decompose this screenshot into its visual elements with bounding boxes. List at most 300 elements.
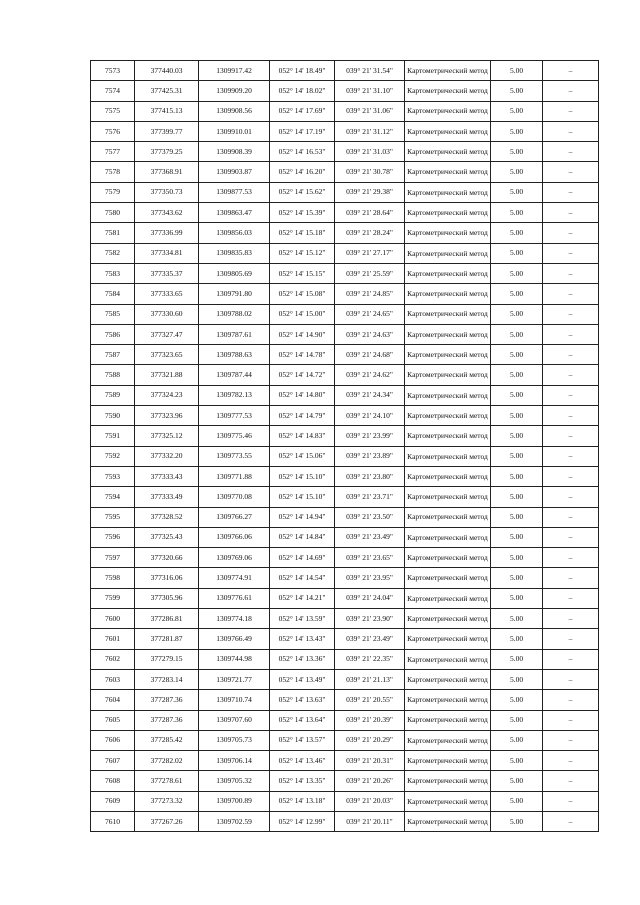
x-coordinate-cell: 377333.49	[135, 487, 199, 507]
latitude-cell: 052° 14' 13.18"	[270, 791, 335, 811]
x-coordinate-cell: 377324.23	[135, 385, 199, 405]
point-number-cell: 7573	[91, 61, 135, 81]
latitude-cell: 052° 14' 13.43"	[270, 629, 335, 649]
y-coordinate-cell: 1309769.06	[199, 548, 270, 568]
accuracy-cell: 5.00	[491, 182, 543, 202]
table-row	[91, 771, 599, 791]
description-cell: –	[543, 751, 599, 771]
longitude-cell: 039° 21' 23.80"	[335, 466, 405, 486]
description-cell: –	[543, 142, 599, 162]
longitude-cell: 039° 21' 31.12"	[335, 121, 405, 141]
y-coordinate-cell: 1309805.69	[199, 263, 270, 283]
accuracy-cell: 5.00	[491, 304, 543, 324]
table-row	[91, 406, 599, 426]
latitude-cell: 052° 14' 13.59"	[270, 609, 335, 629]
accuracy-cell: 5.00	[491, 121, 543, 141]
description-cell: –	[543, 609, 599, 629]
method-cell: Картометрический метод	[405, 669, 491, 689]
point-number-cell: 7576	[91, 121, 135, 141]
description-cell: –	[543, 406, 599, 426]
method-cell: Картометрический метод	[405, 609, 491, 629]
table-row	[91, 61, 599, 81]
longitude-cell: 039° 21' 31.03"	[335, 142, 405, 162]
longitude-cell: 039° 21' 28.24"	[335, 223, 405, 243]
table-row	[91, 81, 599, 101]
table-row	[91, 223, 599, 243]
longitude-cell: 039° 21' 24.68"	[335, 345, 405, 365]
method-cell: Картометрический метод	[405, 649, 491, 669]
accuracy-cell: 5.00	[491, 771, 543, 791]
x-coordinate-cell: 377327.47	[135, 324, 199, 344]
x-coordinate-cell: 377350.73	[135, 182, 199, 202]
x-coordinate-cell: 377330.60	[135, 304, 199, 324]
method-cell: Картометрический метод	[405, 304, 491, 324]
table-row	[91, 609, 599, 629]
point-number-cell: 7586	[91, 324, 135, 344]
coordinates-table	[90, 60, 599, 832]
latitude-cell: 052° 14' 15.10"	[270, 487, 335, 507]
y-coordinate-cell: 1309705.73	[199, 730, 270, 750]
x-coordinate-cell: 377278.61	[135, 771, 199, 791]
y-coordinate-cell: 1309787.44	[199, 365, 270, 385]
table-row	[91, 142, 599, 162]
latitude-cell: 052° 14' 14.21"	[270, 588, 335, 608]
description-cell: –	[543, 629, 599, 649]
longitude-cell: 039° 21' 23.49"	[335, 629, 405, 649]
y-coordinate-cell: 1309835.83	[199, 243, 270, 263]
point-number-cell: 7585	[91, 304, 135, 324]
point-number-cell: 7584	[91, 284, 135, 304]
point-number-cell: 7598	[91, 568, 135, 588]
description-cell: –	[543, 182, 599, 202]
latitude-cell: 052° 14' 15.12"	[270, 243, 335, 263]
x-coordinate-cell: 377273.32	[135, 791, 199, 811]
description-cell: –	[543, 690, 599, 710]
x-coordinate-cell: 377440.03	[135, 61, 199, 81]
longitude-cell: 039° 21' 20.03"	[335, 791, 405, 811]
x-coordinate-cell: 377333.43	[135, 466, 199, 486]
accuracy-cell: 5.00	[491, 527, 543, 547]
method-cell: Картометрический метод	[405, 101, 491, 121]
latitude-cell: 052° 14' 13.35"	[270, 771, 335, 791]
latitude-cell: 052° 14' 14.90"	[270, 324, 335, 344]
description-cell: –	[543, 223, 599, 243]
longitude-cell: 039° 21' 27.17"	[335, 243, 405, 263]
table-row	[91, 507, 599, 527]
x-coordinate-cell: 377285.42	[135, 730, 199, 750]
method-cell: Картометрический метод	[405, 203, 491, 223]
y-coordinate-cell: 1309788.02	[199, 304, 270, 324]
table-row	[91, 121, 599, 141]
table-row	[91, 811, 599, 831]
point-number-cell: 7594	[91, 487, 135, 507]
y-coordinate-cell: 1309775.46	[199, 426, 270, 446]
x-coordinate-cell: 377323.65	[135, 345, 199, 365]
x-coordinate-cell: 377320.66	[135, 548, 199, 568]
y-coordinate-cell: 1309700.89	[199, 791, 270, 811]
accuracy-cell: 5.00	[491, 142, 543, 162]
y-coordinate-cell: 1309707.60	[199, 710, 270, 730]
x-coordinate-cell: 377321.88	[135, 365, 199, 385]
accuracy-cell: 5.00	[491, 730, 543, 750]
accuracy-cell: 5.00	[491, 466, 543, 486]
accuracy-cell: 5.00	[491, 751, 543, 771]
method-cell: Картометрический метод	[405, 548, 491, 568]
y-coordinate-cell: 1309702.59	[199, 811, 270, 831]
longitude-cell: 039° 21' 24.85"	[335, 284, 405, 304]
latitude-cell: 052° 14' 14.79"	[270, 406, 335, 426]
accuracy-cell: 5.00	[491, 365, 543, 385]
longitude-cell: 039° 21' 28.64"	[335, 203, 405, 223]
description-cell: –	[543, 791, 599, 811]
point-number-cell: 7589	[91, 385, 135, 405]
latitude-cell: 052° 14' 15.62"	[270, 182, 335, 202]
x-coordinate-cell: 377425.31	[135, 81, 199, 101]
description-cell: –	[543, 304, 599, 324]
y-coordinate-cell: 1309770.08	[199, 487, 270, 507]
method-cell: Картометрический метод	[405, 406, 491, 426]
accuracy-cell: 5.00	[491, 203, 543, 223]
y-coordinate-cell: 1309773.55	[199, 446, 270, 466]
accuracy-cell: 5.00	[491, 324, 543, 344]
longitude-cell: 039° 21' 31.06"	[335, 101, 405, 121]
latitude-cell: 052° 14' 13.46"	[270, 751, 335, 771]
point-number-cell: 7590	[91, 406, 135, 426]
point-number-cell: 7596	[91, 527, 135, 547]
latitude-cell: 052° 14' 14.94"	[270, 507, 335, 527]
x-coordinate-cell: 377332.20	[135, 446, 199, 466]
latitude-cell: 052° 14' 13.57"	[270, 730, 335, 750]
description-cell: –	[543, 426, 599, 446]
description-cell: –	[543, 121, 599, 141]
table-row	[91, 791, 599, 811]
x-coordinate-cell: 377336.99	[135, 223, 199, 243]
accuracy-cell: 5.00	[491, 710, 543, 730]
accuracy-cell: 5.00	[491, 284, 543, 304]
y-coordinate-cell: 1309766.27	[199, 507, 270, 527]
method-cell: Картометрический метод	[405, 365, 491, 385]
x-coordinate-cell: 377316.06	[135, 568, 199, 588]
table-row	[91, 548, 599, 568]
y-coordinate-cell: 1309774.18	[199, 609, 270, 629]
x-coordinate-cell: 377335.37	[135, 263, 199, 283]
table-row	[91, 466, 599, 486]
method-cell: Картометрический метод	[405, 446, 491, 466]
latitude-cell: 052° 14' 15.00"	[270, 304, 335, 324]
table-row	[91, 101, 599, 121]
method-cell: Картометрический метод	[405, 426, 491, 446]
y-coordinate-cell: 1309787.61	[199, 324, 270, 344]
y-coordinate-cell: 1309744.98	[199, 649, 270, 669]
x-coordinate-cell: 377323.96	[135, 406, 199, 426]
longitude-cell: 039° 21' 22.35"	[335, 649, 405, 669]
x-coordinate-cell: 377305.96	[135, 588, 199, 608]
x-coordinate-cell: 377287.36	[135, 690, 199, 710]
accuracy-cell: 5.00	[491, 629, 543, 649]
description-cell: –	[543, 446, 599, 466]
description-cell: –	[543, 162, 599, 182]
table-row	[91, 588, 599, 608]
accuracy-cell: 5.00	[491, 426, 543, 446]
latitude-cell: 052° 14' 13.49"	[270, 669, 335, 689]
x-coordinate-cell: 377287.36	[135, 710, 199, 730]
point-number-cell: 7610	[91, 811, 135, 831]
y-coordinate-cell: 1309908.39	[199, 142, 270, 162]
method-cell: Картометрический метод	[405, 324, 491, 344]
method-cell: Картометрический метод	[405, 629, 491, 649]
point-number-cell: 7609	[91, 791, 135, 811]
table-row	[91, 203, 599, 223]
description-cell: –	[543, 669, 599, 689]
method-cell: Картометрический метод	[405, 771, 491, 791]
latitude-cell: 052° 14' 15.10"	[270, 466, 335, 486]
latitude-cell: 052° 14' 14.83"	[270, 426, 335, 446]
longitude-cell: 039° 21' 24.62"	[335, 365, 405, 385]
method-cell: Картометрический метод	[405, 466, 491, 486]
table-row	[91, 629, 599, 649]
y-coordinate-cell: 1309706.14	[199, 751, 270, 771]
table-row	[91, 182, 599, 202]
point-number-cell: 7593	[91, 466, 135, 486]
method-cell: Картометрический метод	[405, 690, 491, 710]
method-cell: Картометрический метод	[405, 730, 491, 750]
point-number-cell: 7597	[91, 548, 135, 568]
method-cell: Картометрический метод	[405, 121, 491, 141]
longitude-cell: 039° 21' 24.34"	[335, 385, 405, 405]
description-cell: –	[543, 243, 599, 263]
accuracy-cell: 5.00	[491, 385, 543, 405]
latitude-cell: 052° 14' 12.99"	[270, 811, 335, 831]
method-cell: Картометрический метод	[405, 263, 491, 283]
table-row	[91, 385, 599, 405]
longitude-cell: 039° 21' 20.31"	[335, 751, 405, 771]
table-row	[91, 710, 599, 730]
table-row	[91, 690, 599, 710]
x-coordinate-cell: 377379.25	[135, 142, 199, 162]
table-row	[91, 345, 599, 365]
point-number-cell: 7577	[91, 142, 135, 162]
y-coordinate-cell: 1309877.53	[199, 182, 270, 202]
point-number-cell: 7579	[91, 182, 135, 202]
y-coordinate-cell: 1309909.20	[199, 81, 270, 101]
method-cell: Картометрический метод	[405, 182, 491, 202]
table-row	[91, 324, 599, 344]
y-coordinate-cell: 1309788.63	[199, 345, 270, 365]
description-cell: –	[543, 771, 599, 791]
accuracy-cell: 5.00	[491, 690, 543, 710]
table-row	[91, 751, 599, 771]
point-number-cell: 7575	[91, 101, 135, 121]
latitude-cell: 052° 14' 14.69"	[270, 548, 335, 568]
method-cell: Картометрический метод	[405, 527, 491, 547]
latitude-cell: 052° 14' 13.63"	[270, 690, 335, 710]
accuracy-cell: 5.00	[491, 61, 543, 81]
x-coordinate-cell: 377343.62	[135, 203, 199, 223]
description-cell: –	[543, 548, 599, 568]
method-cell: Картометрический метод	[405, 507, 491, 527]
accuracy-cell: 5.00	[491, 345, 543, 365]
description-cell: –	[543, 507, 599, 527]
table-row	[91, 365, 599, 385]
latitude-cell: 052° 14' 14.80"	[270, 385, 335, 405]
longitude-cell: 039° 21' 23.50"	[335, 507, 405, 527]
latitude-cell: 052° 14' 14.84"	[270, 527, 335, 547]
x-coordinate-cell: 377334.81	[135, 243, 199, 263]
longitude-cell: 039° 21' 30.78"	[335, 162, 405, 182]
point-number-cell: 7592	[91, 446, 135, 466]
accuracy-cell: 5.00	[491, 548, 543, 568]
point-number-cell: 7601	[91, 629, 135, 649]
description-cell: –	[543, 487, 599, 507]
y-coordinate-cell: 1309903.87	[199, 162, 270, 182]
y-coordinate-cell: 1309908.56	[199, 101, 270, 121]
longitude-cell: 039° 21' 20.55"	[335, 690, 405, 710]
longitude-cell: 039° 21' 21.13"	[335, 669, 405, 689]
longitude-cell: 039° 21' 20.26"	[335, 771, 405, 791]
x-coordinate-cell: 377267.26	[135, 811, 199, 831]
y-coordinate-cell: 1309776.61	[199, 588, 270, 608]
method-cell: Картометрический метод	[405, 385, 491, 405]
point-number-cell: 7595	[91, 507, 135, 527]
latitude-cell: 052° 14' 15.08"	[270, 284, 335, 304]
latitude-cell: 052° 14' 17.19"	[270, 121, 335, 141]
point-number-cell: 7604	[91, 690, 135, 710]
description-cell: –	[543, 101, 599, 121]
point-number-cell: 7591	[91, 426, 135, 446]
longitude-cell: 039° 21' 23.99"	[335, 426, 405, 446]
point-number-cell: 7580	[91, 203, 135, 223]
method-cell: Картометрический метод	[405, 487, 491, 507]
y-coordinate-cell: 1309777.53	[199, 406, 270, 426]
table-row	[91, 730, 599, 750]
y-coordinate-cell: 1309863.47	[199, 203, 270, 223]
y-coordinate-cell: 1309791.80	[199, 284, 270, 304]
point-number-cell: 7582	[91, 243, 135, 263]
longitude-cell: 039° 21' 23.71"	[335, 487, 405, 507]
longitude-cell: 039° 21' 20.11"	[335, 811, 405, 831]
latitude-cell: 052° 14' 16.53"	[270, 142, 335, 162]
longitude-cell: 039° 21' 23.90"	[335, 609, 405, 629]
table-body	[91, 61, 599, 832]
accuracy-cell: 5.00	[491, 649, 543, 669]
accuracy-cell: 5.00	[491, 609, 543, 629]
accuracy-cell: 5.00	[491, 101, 543, 121]
method-cell: Картометрический метод	[405, 61, 491, 81]
method-cell: Картометрический метод	[405, 791, 491, 811]
accuracy-cell: 5.00	[491, 588, 543, 608]
longitude-cell: 039° 21' 23.65"	[335, 548, 405, 568]
x-coordinate-cell: 377279.15	[135, 649, 199, 669]
point-number-cell: 7602	[91, 649, 135, 669]
method-cell: Картометрический метод	[405, 81, 491, 101]
accuracy-cell: 5.00	[491, 791, 543, 811]
description-cell: –	[543, 345, 599, 365]
description-cell: –	[543, 284, 599, 304]
longitude-cell: 039° 21' 31.54"	[335, 61, 405, 81]
accuracy-cell: 5.00	[491, 223, 543, 243]
x-coordinate-cell: 377282.02	[135, 751, 199, 771]
point-number-cell: 7578	[91, 162, 135, 182]
longitude-cell: 039° 21' 23.89"	[335, 446, 405, 466]
longitude-cell: 039° 21' 20.29"	[335, 730, 405, 750]
method-cell: Картометрический метод	[405, 710, 491, 730]
x-coordinate-cell: 377328.52	[135, 507, 199, 527]
method-cell: Картометрический метод	[405, 223, 491, 243]
x-coordinate-cell: 377399.77	[135, 121, 199, 141]
description-cell: –	[543, 263, 599, 283]
latitude-cell: 052° 14' 15.06"	[270, 446, 335, 466]
accuracy-cell: 5.00	[491, 811, 543, 831]
table-row	[91, 304, 599, 324]
y-coordinate-cell: 1309917.42	[199, 61, 270, 81]
x-coordinate-cell: 377286.81	[135, 609, 199, 629]
x-coordinate-cell: 377415.13	[135, 101, 199, 121]
latitude-cell: 052° 14' 15.39"	[270, 203, 335, 223]
table-row	[91, 243, 599, 263]
longitude-cell: 039° 21' 31.10"	[335, 81, 405, 101]
longitude-cell: 039° 21' 24.04"	[335, 588, 405, 608]
longitude-cell: 039° 21' 25.59"	[335, 263, 405, 283]
description-cell: –	[543, 466, 599, 486]
y-coordinate-cell: 1309856.03	[199, 223, 270, 243]
method-cell: Картометрический метод	[405, 588, 491, 608]
description-cell: –	[543, 710, 599, 730]
table-row	[91, 568, 599, 588]
longitude-cell: 039° 21' 20.39"	[335, 710, 405, 730]
latitude-cell: 052° 14' 15.15"	[270, 263, 335, 283]
point-number-cell: 7600	[91, 609, 135, 629]
latitude-cell: 052° 14' 14.72"	[270, 365, 335, 385]
latitude-cell: 052° 14' 17.69"	[270, 101, 335, 121]
table-row	[91, 284, 599, 304]
latitude-cell: 052° 14' 13.64"	[270, 710, 335, 730]
point-number-cell: 7588	[91, 365, 135, 385]
description-cell: –	[543, 385, 599, 405]
y-coordinate-cell: 1309705.32	[199, 771, 270, 791]
accuracy-cell: 5.00	[491, 669, 543, 689]
x-coordinate-cell: 377281.87	[135, 629, 199, 649]
method-cell: Картометрический метод	[405, 568, 491, 588]
x-coordinate-cell: 377368.91	[135, 162, 199, 182]
accuracy-cell: 5.00	[491, 263, 543, 283]
longitude-cell: 039° 21' 23.49"	[335, 527, 405, 547]
y-coordinate-cell: 1309782.13	[199, 385, 270, 405]
y-coordinate-cell: 1309774.91	[199, 568, 270, 588]
point-number-cell: 7603	[91, 669, 135, 689]
point-number-cell: 7587	[91, 345, 135, 365]
x-coordinate-cell: 377325.12	[135, 426, 199, 446]
description-cell: –	[543, 811, 599, 831]
y-coordinate-cell: 1309910.01	[199, 121, 270, 141]
description-cell: –	[543, 81, 599, 101]
description-cell: –	[543, 649, 599, 669]
point-number-cell: 7581	[91, 223, 135, 243]
accuracy-cell: 5.00	[491, 446, 543, 466]
table-row	[91, 649, 599, 669]
accuracy-cell: 5.00	[491, 243, 543, 263]
latitude-cell: 052° 14' 14.78"	[270, 345, 335, 365]
latitude-cell: 052° 14' 18.02"	[270, 81, 335, 101]
point-number-cell: 7607	[91, 751, 135, 771]
table-row	[91, 487, 599, 507]
description-cell: –	[543, 730, 599, 750]
x-coordinate-cell: 377325.43	[135, 527, 199, 547]
point-number-cell: 7608	[91, 771, 135, 791]
method-cell: Картометрический метод	[405, 142, 491, 162]
x-coordinate-cell: 377333.65	[135, 284, 199, 304]
latitude-cell: 052° 14' 13.36"	[270, 649, 335, 669]
table-row	[91, 426, 599, 446]
